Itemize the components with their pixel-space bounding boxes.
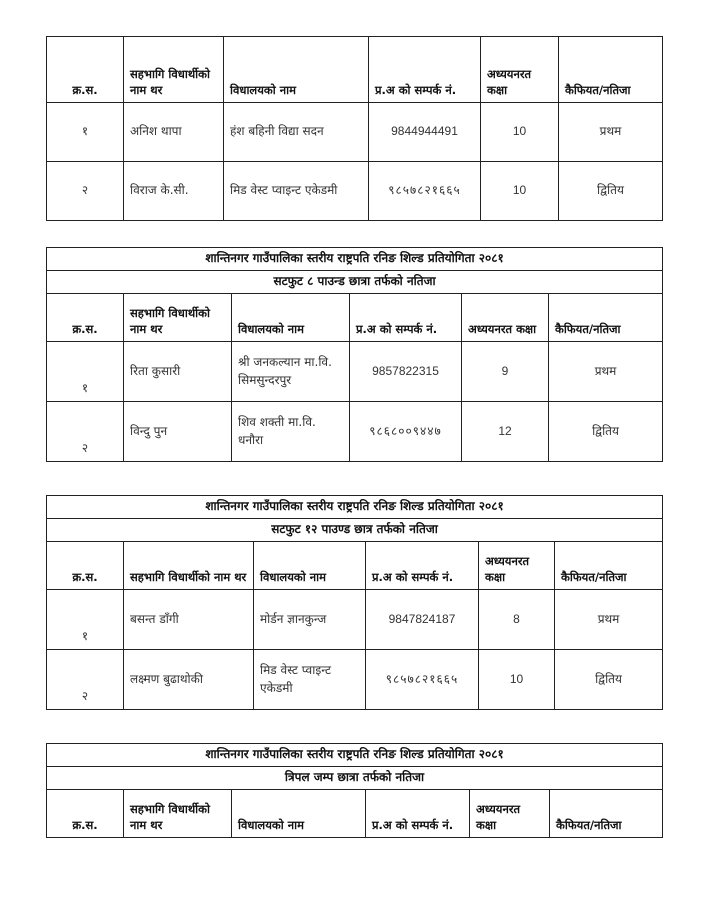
class-cell: 10 xyxy=(481,103,559,162)
table-row xyxy=(47,103,663,162)
header-student-name: सहभागि विधार्थीको नाम थर xyxy=(124,542,254,590)
table-subtitle-row xyxy=(47,519,663,542)
header-result: कैफियत/नतिजा xyxy=(555,542,663,590)
serial-cell: १ xyxy=(47,103,124,162)
header-contact: प्र.अ को सम्पर्क नं. xyxy=(366,790,470,838)
result-cell: द्वितिय xyxy=(555,650,663,710)
student-name-cell: रिता कुसारी xyxy=(124,342,232,402)
table-subtitle-row xyxy=(47,767,663,790)
class-cell: 12 xyxy=(462,402,549,462)
table-subtitle-row xyxy=(47,271,663,294)
student-name-cell: लक्ष्मण बुढाथोकी xyxy=(124,650,254,710)
header-serial: क्र.स. xyxy=(47,542,124,590)
result-cell: प्रथम xyxy=(555,590,663,650)
header-student-name: सहभागि विधार्थीको नाम थर xyxy=(124,294,232,342)
table-row xyxy=(47,162,663,221)
school-name-cell: श्री जनकल्यान मा.वि. सिमसुन्दरपुर xyxy=(232,342,350,402)
header-contact: प्र.अ को सम्पर्क नं. xyxy=(366,542,479,590)
student-name-cell: बसन्त डाँगी xyxy=(124,590,254,650)
student-name-cell: अनिश थापा xyxy=(124,103,224,162)
header-school-name: विधालयको नाम xyxy=(254,542,366,590)
serial-cell: २ xyxy=(47,402,124,462)
serial-cell: २ xyxy=(47,162,124,221)
class-cell: 8 xyxy=(479,590,555,650)
school-name-cell: मिड वेस्ट प्वाइन्ट एकेडमी xyxy=(254,650,366,710)
contact-cell: ९८५७८२१६६५ xyxy=(366,650,479,710)
header-student-name: सहभागि विधार्थीको नाम थर xyxy=(124,790,232,838)
student-name-cell: विन्दु पुन xyxy=(124,402,232,462)
contact-cell: ९८६८००९४४७ xyxy=(350,402,462,462)
header-result: कैफियत/नतिजा xyxy=(559,37,663,103)
school-name-cell: मिड वेस्ट प्वाइन्ट एकेडमी xyxy=(224,162,369,221)
school-name-cell: मोर्डन ज्ञानकुन्ज xyxy=(254,590,366,650)
serial-cell: २ xyxy=(47,650,124,710)
contact-cell: 9857822315 xyxy=(350,342,462,402)
header-contact: प्र.अ को सम्पर्क नं. xyxy=(350,294,462,342)
class-cell: 10 xyxy=(481,162,559,221)
event-subtitle: सटफुट ८ पाउन्ड छात्रा तर्फको नतिजा xyxy=(47,271,663,294)
event-subtitle: सटफुट १२ पाउण्ड छात्र तर्फको नतिजा xyxy=(47,519,663,542)
results-table-3 xyxy=(46,495,663,710)
contact-cell: 9847824187 xyxy=(366,590,479,650)
header-class: अध्ययनरत कक्षा xyxy=(481,37,559,103)
table-row xyxy=(47,650,663,710)
header-result: कैफियत/नतिजा xyxy=(549,294,663,342)
school-name-cell: हंश बहिनी विद्या सदन xyxy=(224,103,369,162)
table-header-row xyxy=(47,790,663,838)
table-header-row xyxy=(47,542,663,590)
header-serial: क्र.स. xyxy=(47,790,124,838)
result-cell: द्वितिय xyxy=(559,162,663,221)
event-subtitle: त्रिपल जम्प छात्रा तर्फको नतिजा xyxy=(47,767,663,790)
table-row xyxy=(47,342,663,402)
header-serial: क्र.स. xyxy=(47,294,124,342)
table-title-row xyxy=(47,496,663,519)
result-cell: द्वितिय xyxy=(549,402,663,462)
result-cell: प्रथम xyxy=(559,103,663,162)
table-title-row xyxy=(47,248,663,271)
results-table-2 xyxy=(46,247,663,462)
header-class: अध्ययनरत कक्षा xyxy=(462,294,549,342)
header-school-name: विधालयको नाम xyxy=(232,294,350,342)
header-school-name: विधालयको नाम xyxy=(232,790,366,838)
header-school-name: विधालयको नाम xyxy=(224,37,369,103)
header-result: कैफियत/नतिजा xyxy=(550,790,663,838)
result-cell: प्रथम xyxy=(549,342,663,402)
header-class: अध्ययनरत कक्षा xyxy=(479,542,555,590)
contact-cell: 9844944491 xyxy=(369,103,481,162)
header-serial: क्र.स. xyxy=(47,37,124,103)
header-contact: प्र.अ को सम्पर्क नं. xyxy=(369,37,481,103)
serial-cell: १ xyxy=(47,590,124,650)
header-student-name: सहभागि विधार्थीको नाम थर xyxy=(124,37,224,103)
serial-cell: १ xyxy=(47,342,124,402)
competition-title: शान्तिनगर गाउँपालिका स्तरीय राष्ट्रपति रनिङ शिल्ड प्रतियोगिता २०८१ xyxy=(47,744,663,767)
student-name-cell: विराज के.सी. xyxy=(124,162,224,221)
competition-title: शान्तिनगर गाउँपालिका स्तरीय राष्ट्रपति रनिङ शिल्ड प्रतियोगिता २०८१ xyxy=(47,496,663,519)
class-cell: 9 xyxy=(462,342,549,402)
table-header-row xyxy=(47,294,663,342)
competition-title: शान्तिनगर गाउँपालिका स्तरीय राष्ट्रपति रनिङ शिल्ड प्रतियोगिता २०८१ xyxy=(47,248,663,271)
table-row xyxy=(47,590,663,650)
school-name-cell: शिव शक्ती मा.वि. धनौरा xyxy=(232,402,350,462)
header-class: अध्ययनरत कक्षा xyxy=(470,790,550,838)
contact-cell: ९८५७८२१६६५ xyxy=(369,162,481,221)
table-header-row xyxy=(47,37,663,103)
class-cell: 10 xyxy=(479,650,555,710)
results-table-4 xyxy=(46,743,663,838)
results-table-1 xyxy=(46,36,663,221)
table-title-row xyxy=(47,744,663,767)
table-row xyxy=(47,402,663,462)
